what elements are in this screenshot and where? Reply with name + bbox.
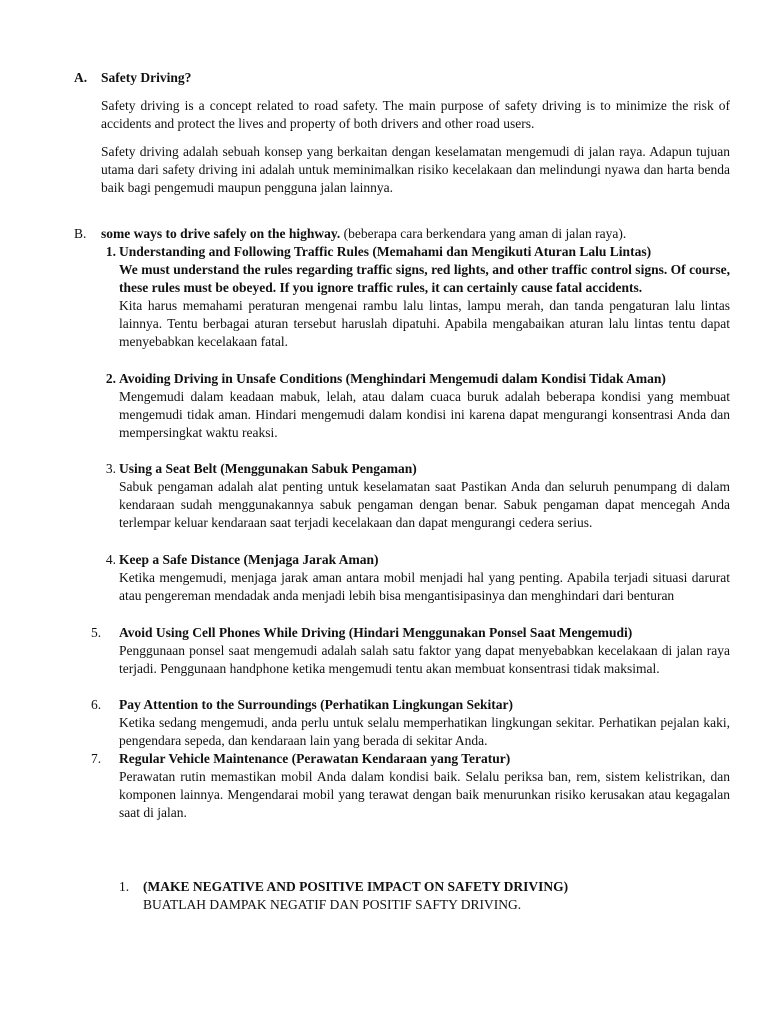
list-item-number: 6.	[91, 697, 102, 712]
list-item	[119, 551, 730, 605]
task-title: (MAKE NEGATIVE AND POSITIVE IMPACT ON SAFETY DRIVING)	[143, 879, 569, 894]
list-item	[119, 460, 730, 532]
list-item	[119, 370, 730, 442]
section-a-marker: A.	[74, 70, 88, 85]
section-b-title-translation: (beberapa cara berkendara yang aman di jalan raya).	[340, 226, 627, 241]
list-item-body: Penggunaan ponsel saat mengemudi adalah salah satu faktor yang dapat menyebabkan kecelakaan di jalan raya terjadi. Penggunaan handphone ketika mengemudi tentu akan membuat konsentrasi tidak maksimal.	[119, 643, 730, 676]
list-item-body: Ketika sedang mengemudi, anda perlu untuk selalu memperhatikan lingkungan sekitar. Perhatikan pejalan kaki, pengendara sepeda, dan kendaraan lain yang berada di sekitar Anda.	[119, 715, 730, 748]
list-item-body: Ketika mengemudi, menjaga jarak aman antara mobil menjadi hal yang penting. Apabila terjadi situasi darurat atau pengereman mendadak anda menjadi lebih bisa mengantisipasinya dan menghindari dari benturan	[119, 570, 730, 603]
list-item-title: Keep a Safe Distance (Menjaga Jarak Aman)	[119, 552, 379, 567]
section-b-marker: B.	[74, 226, 87, 241]
section-b-heading	[101, 225, 741, 243]
task-subtitle: BUATLAH DAMPAK NEGATIF DAN POSITIF SAFTY DRIVING.	[143, 897, 522, 912]
list-item	[119, 696, 730, 750]
list-item	[119, 624, 730, 678]
list-item-number: 5.	[91, 625, 102, 640]
list-item-title: Pay Attention to the Surroundings (Perhatikan Lingkungan Sekitar)	[119, 697, 513, 712]
list-item	[119, 750, 730, 822]
list-item-body: Sabuk pengaman adalah alat penting untuk keselamatan saat Pastikan Anda dan seluruh penumpang di dalam kendaraan sudah menggunakannya sabuk pengaman dengan benar. Sabuk pengaman dapat mencegah Anda terlempar keluar kendaraan saat terjadi kecelakaan dan dapat mengurangi cedera serius.	[119, 479, 730, 530]
task-number: 1.	[119, 879, 130, 894]
list-item-number: 4.	[105, 552, 116, 567]
list-item-body: Perawatan rutin memastikan mobil Anda dalam kondisi baik. Selalu periksa ban, rem, sistem kelistrikan, dan komponen lainnya. Mengendarai mobil yang terawat dengan baik menurunkan risiko kerusakan atau kegagalan saat di jalan.	[119, 769, 730, 820]
list-item-number: 7.	[91, 751, 102, 766]
list-item-title: Using a Seat Belt (Menggunakan Sabuk Pengaman)	[119, 461, 417, 476]
section-a-title: Safety Driving?	[101, 70, 192, 85]
list-item-number: 3.	[105, 461, 116, 476]
list-item-bold-body: We must understand the rules regarding traffic signs, red lights, and other traffic control signs. Of course, these rules must be obeyed. If you ignore traffic rules, it can certainly cause fatal accidents.	[119, 262, 730, 295]
list-item-number: 1.	[105, 244, 116, 259]
section-a-paragraph-id: Safety driving adalah sebuah konsep yang berkaitan dengan keselamatan mengemudi di jalan raya. Adapun tujuan utama dari safety driving ini adalah untuk meminimalkan risiko kecelakaan dan melindungi nyawa dan harta benda baik bagi pengemudi maupun pengguna jalan lainnya.	[101, 144, 730, 195]
list-item-title: Regular Vehicle Maintenance (Perawatan Kendaraan yang Teratur)	[119, 751, 511, 766]
section-a-paragraph-en: Safety driving is a concept related to road safety. The main purpose of safety driving is to minimize the risk of accidents and protect the lives and property of both drivers and other road users.	[101, 98, 730, 131]
list-item-number: 2.	[105, 371, 116, 386]
list-item-body: Mengemudi dalam keadaan mabuk, lelah, atau dalam cuaca buruk adalah beberapa kondisi yang membuat mengemudi tidak aman. Hindari mengemudi dalam kondisi ini karena dapat mengurangi konsentrasi Anda dan mempersingkat waktu reaksi.	[119, 389, 730, 440]
list-item-title: Avoid Using Cell Phones While Driving (Hindari Menggunakan Ponsel Saat Mengemudi)	[119, 625, 633, 640]
list-item-title: Avoiding Driving in Unsafe Conditions (Menghindari Mengemudi dalam Kondisi Tidak Aman)	[119, 371, 666, 386]
list-item-body: Kita harus memahami peraturan mengenai rambu lalu lintas, lampu merah, dan tanda pengaturan lalu lintas lainnya. Tentu berbagai aturan tersebut haruslah dipatuhi. Apabila mengabaikan aturan lalu lintas tentu dapat menyebabkan kecelakaan fatal.	[119, 298, 730, 349]
list-item-title: Understanding and Following Traffic Rules (Memahami dan Mengikuti Aturan Lalu Lintas)	[119, 244, 652, 259]
list-item	[119, 243, 730, 351]
section-b-title: some ways to drive safely on the highway.	[101, 226, 341, 241]
